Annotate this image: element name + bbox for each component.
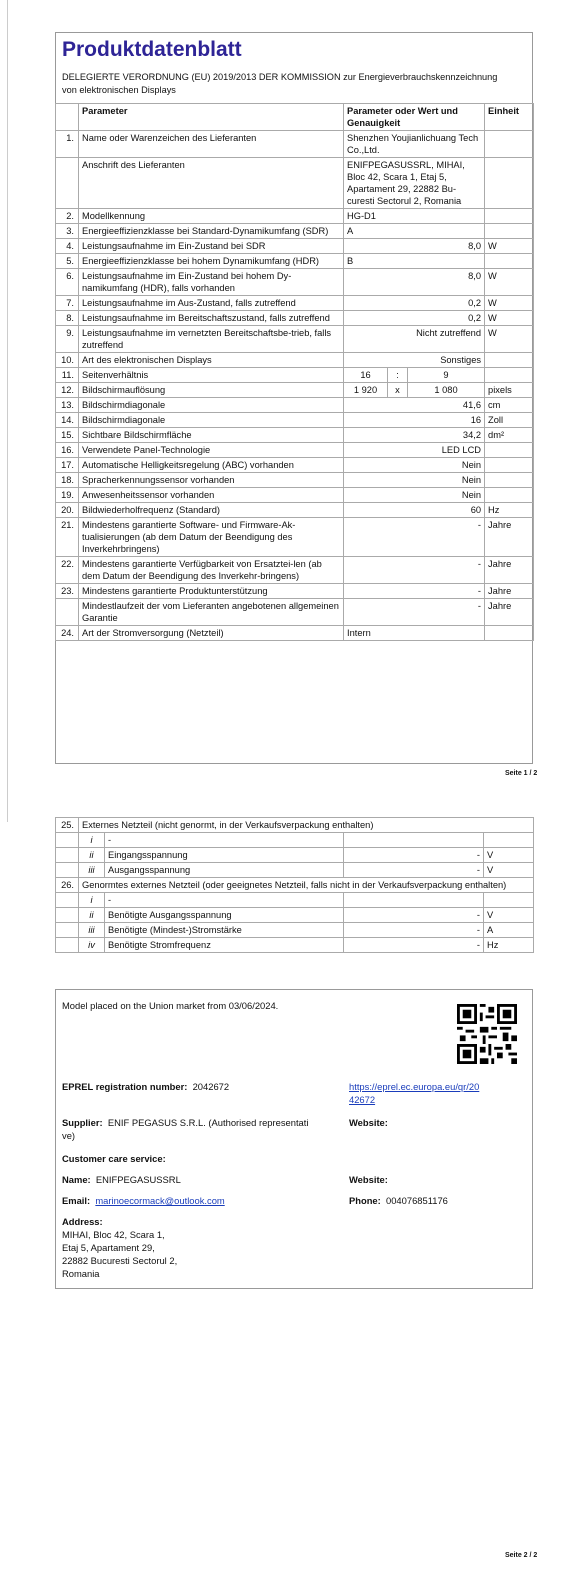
supplier-label: Supplier: <box>62 1117 103 1128</box>
email-link[interactable]: marinoecormack@outlook.com <box>95 1195 225 1206</box>
sub-row <box>56 893 534 908</box>
row-number <box>56 599 79 626</box>
row-parameter: Art der Stromversorgung (Netzteil) <box>79 626 344 641</box>
row-parameter: Mindestens garantierte Verfügbarkeit von Ersatztei-len (ab dem Datum der Beendigung des Inverkehr-bringens) <box>79 557 344 584</box>
row-unit <box>485 209 534 224</box>
sub-parameter: Benötigte (Mindest-)Stromstärke <box>105 923 344 938</box>
email-label: Email: <box>62 1195 91 1206</box>
page-number-1: Seite 1 / 2 <box>505 770 538 777</box>
row-unit: Jahre <box>485 557 534 584</box>
row-number: 11. <box>56 368 79 383</box>
row-number: 3. <box>56 224 79 239</box>
sub-value: - <box>344 923 484 938</box>
section-title: Externes Netzteil (nicht genormt, in der Verkaufsverpackung enthalten) <box>79 818 534 833</box>
row-number: 10. <box>56 353 79 368</box>
sub-index: ii <box>79 848 105 863</box>
row-number: 14. <box>56 413 79 428</box>
row-parameter: Modellkennung <box>79 209 344 224</box>
table-row <box>56 458 534 473</box>
row-number: 2. <box>56 209 79 224</box>
row-number: 17. <box>56 458 79 473</box>
row-unit: Hz <box>485 503 534 518</box>
header-value: Parameter oder Wert und Genauigkeit <box>344 104 485 131</box>
sub-value <box>344 893 484 908</box>
sub-unit: V <box>484 908 534 923</box>
aspect-a: 16 <box>344 368 388 383</box>
row-parameter: Leistungsaufnahme im Bereitschaftszustand, falls zutreffend <box>79 311 344 326</box>
row-value: Sonstiges <box>344 353 485 368</box>
row-parameter: Sichtbare Bildschirmfläche <box>79 428 344 443</box>
sub-value: - <box>344 908 484 923</box>
table-row <box>56 503 534 518</box>
sub-row <box>56 938 534 953</box>
table-row <box>56 626 534 641</box>
row-value: Nein <box>344 473 485 488</box>
table-row <box>56 158 534 209</box>
row-unit <box>485 458 534 473</box>
row-number: 24. <box>56 626 79 641</box>
table-row <box>56 131 534 158</box>
row-number: 12. <box>56 383 79 398</box>
phone-label: Phone: <box>349 1195 381 1206</box>
table-row <box>56 557 534 584</box>
row-number: 4. <box>56 239 79 254</box>
row-unit <box>485 473 534 488</box>
product-data-table <box>55 103 534 641</box>
name-value: ENIFPEGASUSSRL <box>95 1174 181 1185</box>
row-value: - <box>344 599 485 626</box>
row-unit <box>485 254 534 269</box>
row-parameter: Leistungsaufnahme im vernetzten Bereitschaftsbe-trieb, falls zutreffend <box>79 326 344 353</box>
row-number: 19. <box>56 488 79 503</box>
row-unit <box>485 353 534 368</box>
sub-row <box>56 863 534 878</box>
row-number: 1. <box>56 131 79 158</box>
table-row <box>56 209 534 224</box>
sub-empty <box>56 923 79 938</box>
table-row <box>56 224 534 239</box>
sub-unit <box>484 833 534 848</box>
row-value: Shenzhen Youjianlichuang Tech Co.,Ltd. <box>344 131 485 158</box>
table-row <box>56 368 534 383</box>
row-parameter: Energieeffizienzklasse bei hohem Dynamikumfang (HDR) <box>79 254 344 269</box>
row-number: 23. <box>56 584 79 599</box>
row-parameter: Energieeffizienzklasse bei Standard-Dynamikumfang (SDR) <box>79 224 344 239</box>
row-value: B <box>344 254 485 269</box>
row-value: Nicht zutreffend <box>344 326 485 353</box>
table-row <box>56 488 534 503</box>
row-parameter: Anwesenheitssensor vorhanden <box>79 488 344 503</box>
row-parameter: Seitenverhältnis <box>79 368 344 383</box>
row-value: LED LCD <box>344 443 485 458</box>
row-parameter: Bildwiederholfrequenz (Standard) <box>79 503 344 518</box>
website2-label: Website: <box>349 1174 388 1185</box>
section-number: 26. <box>56 878 79 893</box>
sub-parameter: Eingangsspannung <box>105 848 344 863</box>
row-parameter: Spracherkennungssensor vorhanden <box>79 473 344 488</box>
row-value: - <box>344 584 485 599</box>
address-line: MIHAI, Bloc 42, Scara 1, <box>62 1229 165 1240</box>
table-row <box>56 311 534 326</box>
row-number: 9. <box>56 326 79 353</box>
sub-parameter: - <box>105 833 344 848</box>
table-row <box>56 398 534 413</box>
address-label: Address: <box>62 1216 103 1227</box>
row-unit <box>485 131 534 158</box>
row-number <box>56 158 79 209</box>
supplier-value-cont: ve) <box>62 1130 76 1141</box>
row-value: 0,2 <box>344 311 485 326</box>
row-unit <box>485 443 534 458</box>
row-value: A <box>344 224 485 239</box>
row-number: 5. <box>56 254 79 269</box>
row-number: 8. <box>56 311 79 326</box>
row-value: 16 <box>344 413 485 428</box>
row-unit: Zoll <box>485 413 534 428</box>
row-parameter: Leistungsaufnahme im Ein-Zustand bei hohem Dy-namikumfang (HDR), falls vorhanden <box>79 269 344 296</box>
section-title: Genormtes externes Netzteil (oder geeignetes Netzteil, falls nicht in der Verkaufsverpackung enthalten) <box>79 878 534 893</box>
section-row-r25 <box>56 818 534 833</box>
row-parameter: Leistungsaufnahme im Aus-Zustand, falls zutreffend <box>79 296 344 311</box>
left-margin-line <box>7 0 8 822</box>
row-parameter: Mindestlaufzeit der vom Lieferanten angebotenen allgemeinen Garantie <box>79 599 344 626</box>
eprel-link[interactable]: https://eprel.ec.europa.eu/qr/20 42672 <box>349 1081 480 1105</box>
sub-parameter: Ausgangsspannung <box>105 863 344 878</box>
row-parameter: Art des elektronischen Displays <box>79 353 344 368</box>
table-row <box>56 518 534 557</box>
row-value-b: 1 080 <box>408 383 485 398</box>
sub-unit: A <box>484 923 534 938</box>
row-number: 6. <box>56 269 79 296</box>
sub-row <box>56 908 534 923</box>
row-parameter: Mindestens garantierte Software- und Firmware-Ak-tualisierungen (ab dem Datum der Beendigung des Inverkehrbringens) <box>79 518 344 557</box>
row-unit <box>485 224 534 239</box>
row-value: 8,0 <box>344 269 485 296</box>
row-value: Nein <box>344 458 485 473</box>
table-row <box>56 269 534 296</box>
row-value: 41,6 <box>344 398 485 413</box>
row-parameter: Bildschirmdiagonale <box>79 398 344 413</box>
row-parameter: Leistungsaufnahme im Ein-Zustand bei SDR <box>79 239 344 254</box>
row-parameter: Verwendete Panel-Technologie <box>79 443 344 458</box>
table-row <box>56 296 534 311</box>
sub-parameter: - <box>105 893 344 908</box>
supplier-value: ENIF PEGASUS S.R.L. (Authorised representati <box>107 1117 309 1128</box>
row-number: 16. <box>56 443 79 458</box>
row-unit: W <box>485 311 534 326</box>
sub-index: i <box>79 893 105 908</box>
header-unit: Einheit <box>485 104 534 131</box>
sub-row <box>56 833 534 848</box>
row-unit: W <box>485 269 534 296</box>
table-row <box>56 473 534 488</box>
phone-value: 004076851176 <box>386 1195 448 1206</box>
row-unit <box>485 488 534 503</box>
row-unit: W <box>485 296 534 311</box>
row-unit: Jahre <box>485 599 534 626</box>
row-unit <box>485 368 534 383</box>
table-header-row <box>56 104 534 131</box>
row-unit <box>485 626 534 641</box>
sub-parameter: Benötigte Stromfrequenz <box>105 938 344 953</box>
row-parameter: Automatische Helligkeitsregelung (ABC) vorhanden <box>79 458 344 473</box>
row-number: 13. <box>56 398 79 413</box>
row-unit <box>485 158 534 209</box>
qr-code-icon <box>457 1004 517 1064</box>
row-parameter: Mindestens garantierte Produktunterstützung <box>79 584 344 599</box>
row-parameter: Name oder Warenzeichen des Lieferanten <box>79 131 344 158</box>
row-number: 21. <box>56 518 79 557</box>
sub-empty <box>56 938 79 953</box>
website-label: Website: <box>349 1117 388 1128</box>
page-subtitle: DELEGIERTE VERORDNUNG (EU) 2019/2013 DER KOMMISSION zur Energieverbrauchskennzeichnung von elektronischen Displays <box>62 72 498 95</box>
sub-empty <box>56 893 79 908</box>
row-value: - <box>344 518 485 557</box>
sub-value: - <box>344 848 484 863</box>
row-value: 34,2 <box>344 428 485 443</box>
table-row <box>56 599 534 626</box>
sub-index: i <box>79 833 105 848</box>
row-parameter: Bildschirmdiagonale <box>79 413 344 428</box>
market-date-text: Model placed on the Union market from 03/06/2024. <box>62 1000 279 1011</box>
table-row <box>56 239 534 254</box>
aspect-b: 9 <box>408 368 485 383</box>
sub-empty <box>56 848 79 863</box>
row-value-sep: x <box>388 383 408 398</box>
table-row <box>56 443 534 458</box>
row-value: 0,2 <box>344 296 485 311</box>
header-parameter: Parameter <box>79 104 344 131</box>
eprel-label: EPREL registration number: <box>62 1081 188 1092</box>
table-row <box>56 383 534 398</box>
row-value: ENIFPEGASUSSRL, MIHAI, Bloc 42, Scara 1, Etaj 5, Apartament 29, 22882 Bu-curesti Sectorul 2, Romania <box>344 158 485 209</box>
sub-index: iii <box>79 923 105 938</box>
sub-empty <box>56 833 79 848</box>
row-value: Intern <box>344 626 485 641</box>
header-num <box>56 104 79 131</box>
sub-unit: Hz <box>484 938 534 953</box>
section-number: 25. <box>56 818 79 833</box>
customer-care-label: Customer care service: <box>62 1153 166 1164</box>
row-unit: dm² <box>485 428 534 443</box>
table-row <box>56 353 534 368</box>
sub-value <box>344 833 484 848</box>
sub-index: iv <box>79 938 105 953</box>
sub-unit: V <box>484 863 534 878</box>
table-row <box>56 428 534 443</box>
row-number: 22. <box>56 557 79 584</box>
sub-empty <box>56 863 79 878</box>
row-unit: Jahre <box>485 584 534 599</box>
row-number: 18. <box>56 473 79 488</box>
eprel-number: 2042672 <box>192 1081 230 1092</box>
page-number-2: Seite 2 / 2 <box>505 1552 538 1559</box>
row-unit: W <box>485 239 534 254</box>
aspect-sep: : <box>388 368 408 383</box>
row-number: 7. <box>56 296 79 311</box>
row-value: 60 <box>344 503 485 518</box>
section-row-r26 <box>56 878 534 893</box>
row-value: - <box>344 557 485 584</box>
address-line: Romania <box>62 1268 100 1279</box>
sub-index: iii <box>79 863 105 878</box>
row-value: HG-D1 <box>344 209 485 224</box>
power-supply-table <box>55 817 534 953</box>
sub-unit <box>484 893 534 908</box>
row-value-a: 1 920 <box>344 383 388 398</box>
row-unit: W <box>485 326 534 353</box>
table-row <box>56 584 534 599</box>
row-unit: pixels <box>485 383 534 398</box>
row-number: 15. <box>56 428 79 443</box>
sub-unit: V <box>484 848 534 863</box>
row-number: 20. <box>56 503 79 518</box>
sub-row <box>56 848 534 863</box>
row-value: 8,0 <box>344 239 485 254</box>
table-row <box>56 326 534 353</box>
address-line: Etaj 5, Apartament 29, <box>62 1242 155 1253</box>
table-row <box>56 254 534 269</box>
row-value: Nein <box>344 488 485 503</box>
row-parameter: Anschrift des Lieferanten <box>79 158 344 209</box>
name-label: Name: <box>62 1174 91 1185</box>
row-parameter: Bildschirmauflösung <box>79 383 344 398</box>
table-row <box>56 413 534 428</box>
sub-parameter: Benötigte Ausgangsspannung <box>105 908 344 923</box>
sub-value: - <box>344 863 484 878</box>
sub-empty <box>56 908 79 923</box>
row-unit: Jahre <box>485 518 534 557</box>
sub-row <box>56 923 534 938</box>
page-title: Produktdatenblatt <box>62 38 242 61</box>
address-line: 22882 Bucuresti Sectorul 2, <box>62 1255 178 1266</box>
sub-index: ii <box>79 908 105 923</box>
sub-value: - <box>344 938 484 953</box>
row-unit: cm <box>485 398 534 413</box>
